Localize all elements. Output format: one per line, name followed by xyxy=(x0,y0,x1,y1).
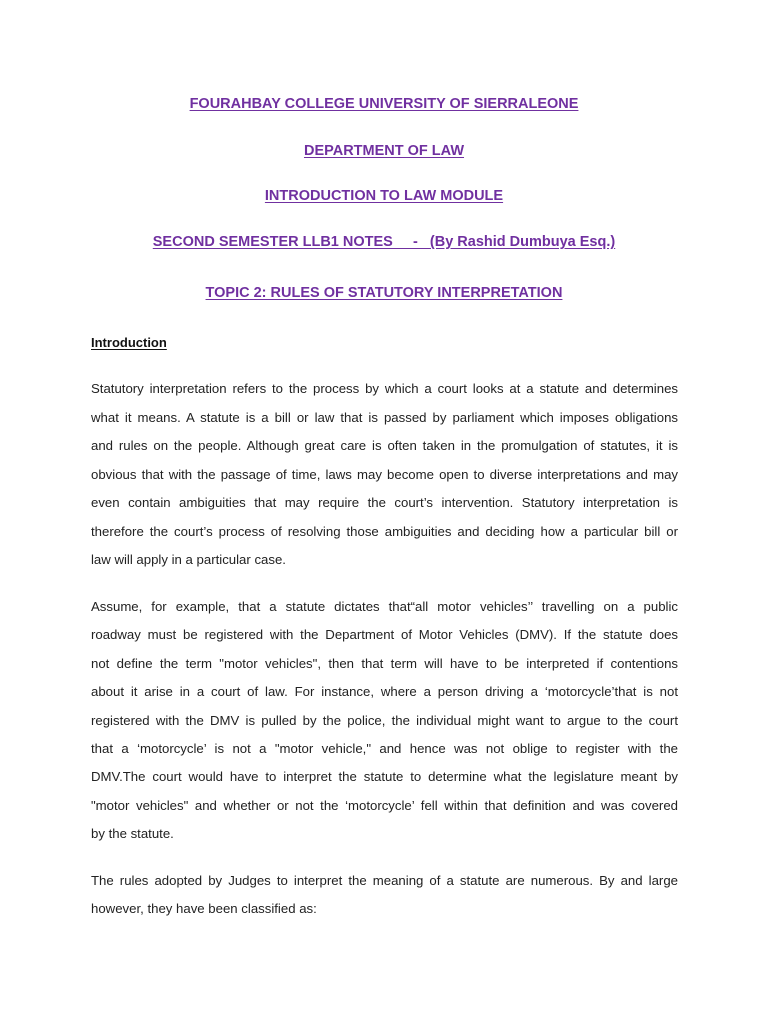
paragraph-line: "motor vehicles" and whether or not the ‘motorcycle’ fell within that definition and was covered xyxy=(91,798,678,813)
module-heading: INTRODUCTION TO LAW MODULE xyxy=(264,188,504,204)
college-heading: FOURAHBAY COLLEGE UNIVERSITY OF SIERRALEONE xyxy=(189,96,579,112)
paragraph-line: what it means. A statute is a bill or law that is passed by parliament which imposes obligations xyxy=(91,410,678,425)
paragraph-line: DMV.The court would have to interpret the statute to determine what the legislature meant by xyxy=(91,769,678,784)
semester-notes-heading: SECOND SEMESTER LLB1 NOTES - (By Rashid Dumbuya Esq.) xyxy=(152,234,616,250)
paragraph-line: by the statute. xyxy=(91,826,174,841)
paragraph-line: law will apply in a particular case. xyxy=(91,552,286,567)
paragraph-line: Assume, for example, that a statute dictates that“all motor vehicles’’ travelling on a public xyxy=(91,599,678,614)
paragraph-line: about it arise in a court of law. For instance, where a person driving a ‘motorcycle’that is not xyxy=(91,684,678,699)
paragraph-line: Statutory interpretation refers to the process by which a court looks at a statute and determines xyxy=(91,381,678,396)
paragraph-line: registered with the DMV is pulled by the police, the individual might want to argue to the court xyxy=(91,713,678,728)
section-title-introduction: Introduction xyxy=(91,335,167,350)
paragraph-line: obvious that with the passage of time, laws may become open to diverse interpretations and may xyxy=(91,467,678,482)
department-heading: DEPARTMENT OF LAW xyxy=(303,143,465,159)
paragraph-line: not define the term "motor vehicles", then that term will have to be interpreted if contentions xyxy=(91,656,678,671)
paragraph-line: The rules adopted by Judges to interpret the meaning of a statute are numerous. By and large xyxy=(91,873,678,888)
paragraph-line: and rules on the people. Although great care is often taken in the promulgation of statutes, it is xyxy=(91,438,678,453)
paragraph-line: even contain ambiguities that may require the court’s intervention. Statutory interpretation is xyxy=(91,495,678,510)
topic-heading: TOPIC 2: RULES OF STATUTORY INTERPRETATION xyxy=(205,285,563,301)
paragraph-line: roadway must be registered with the Department of Motor Vehicles (DMV). If the statute does xyxy=(91,627,678,642)
paragraph-line: however, they have been classified as: xyxy=(91,901,317,916)
paragraph-line: therefore the court’s process of resolving those ambiguities and deciding how a particular bill or xyxy=(91,524,678,539)
paragraph-line: that a ‘motorcycle’ is not a "motor vehicle," and hence was not oblige to register with the xyxy=(91,741,678,756)
